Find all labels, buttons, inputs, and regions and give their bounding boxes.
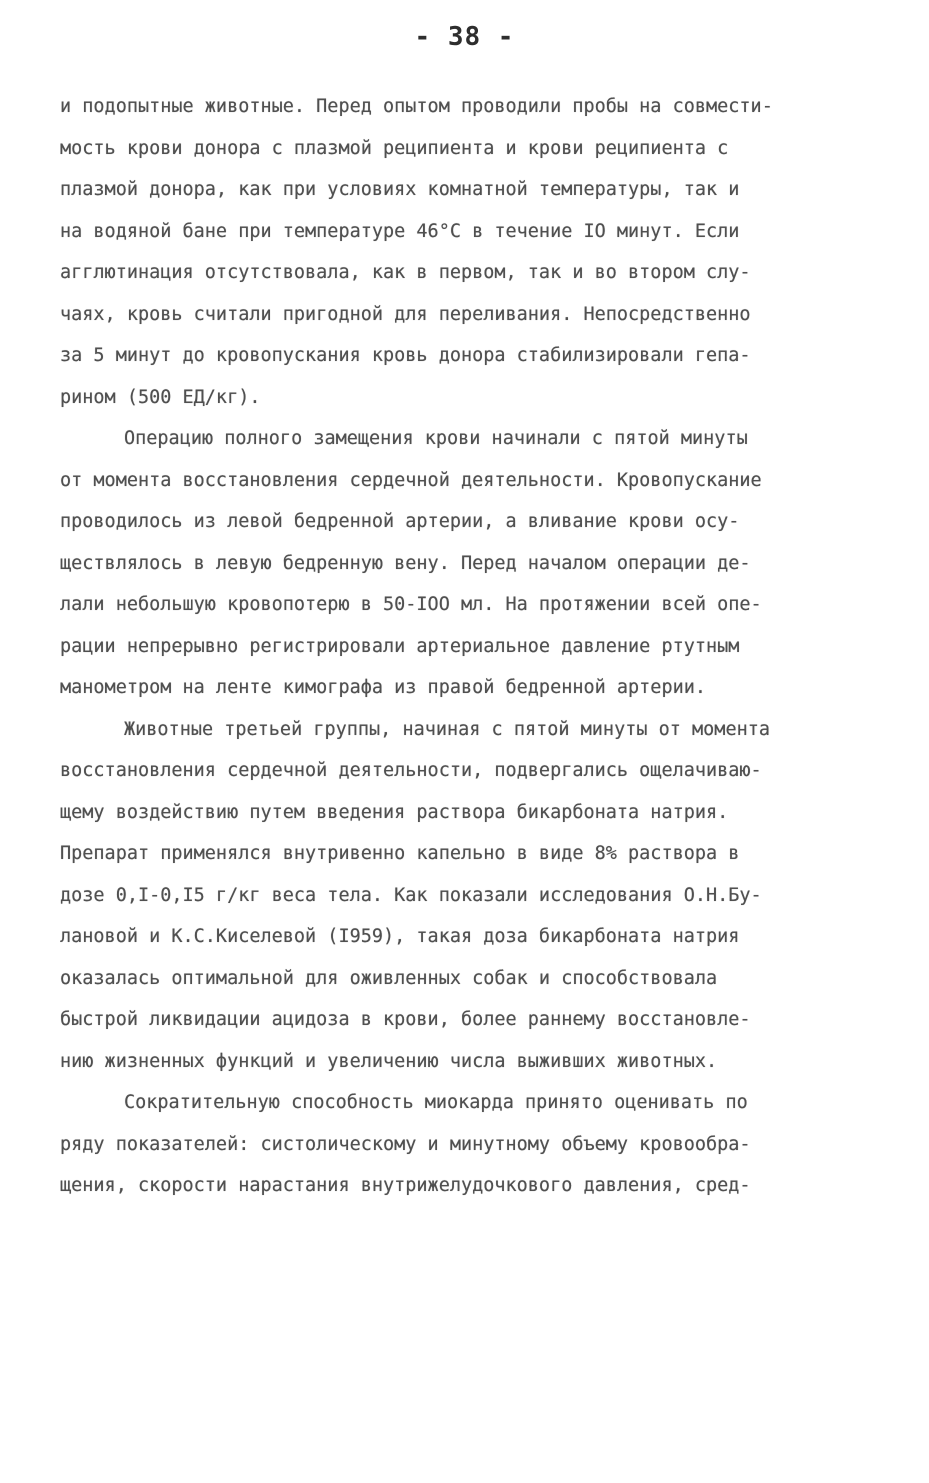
text-line: агглютинация отсутствовала, как в первом, так и во втором слу- [60,262,751,283]
text-line: чаях, кровь считали пригодной для переливания. Непосредственно [60,303,751,325]
paragraph-2 [60,418,872,709]
text-line: Препарат применялся внутривенно капельно в виде 8% раствора в [60,843,740,864]
text-line: мость крови донора с плазмой реципиента и крови реципиента с [60,137,729,159]
body-text [60,86,872,1207]
text-line: от момента восстановления сердечной деятельности. Кровопускание [60,469,762,491]
paragraph-3 [60,709,872,1083]
text-line: щения, скорости нарастания внутрижелудочкового давления, сред- [60,1175,751,1196]
text-line: и подопытные животные. Перед опытом проводили пробы на совмести- [60,96,773,117]
text-line: лановой и К.С.Киселевой (I959), такая доза бикарбоната натрия [60,926,740,947]
text-line: рации непрерывно регистрировали артериальное давление ртутным [60,635,740,657]
text-line: манометром на ленте кимографа из правой бедренной артерии. [60,677,707,698]
text-line: щему воздействию путем введения раствора бикарбоната натрия. [60,801,729,823]
text-line: оказалась оптимальной для оживленных собак и способствовала [60,967,718,989]
text-line: восстановления сердечной деятельности, подвергались ощелачиваю- [60,760,762,781]
paragraph-1 [60,86,872,418]
text-line: лали небольшую кровопотерю в 50-IOO мл. На протяжении всей опе- [60,594,762,615]
text-line: ществлялось в левую бедренную вену. Перед началом операции де- [60,552,751,574]
text-line: Сократительную способность миокарда принято оценивать по [124,1092,748,1113]
text-line: нию жизненных функций и увеличению числа выживших животных. [60,1050,718,1072]
text-line: Операцию полного замещения крови начинали с пятой минуты [124,428,748,449]
text-line: дозе 0,I-0,I5 г/кг веса тела. Как показали исследования О.Н.Бу- [60,884,762,906]
paragraph-4 [60,1082,872,1207]
text-line: ряду показателей: систолическому и минутному объему кровообра- [60,1133,751,1155]
text-line: плазмой донора, как при условиях комнатной температуры, так и [60,179,740,200]
text-line: проводилось из левой бедренной артерии, а вливание крови осу- [60,511,740,532]
text-line: рином (500 ЕД/кг). [60,386,261,408]
text-line: на водяной бане при температуре 46°С в течение IO минут. Если [60,220,740,242]
page-number: - 38 - [414,22,515,52]
text-line: Животные третьей группы, начиная с пятой минуты от момента [124,718,771,740]
text-line: быстрой ликвидации ацидоза в крови, более раннему восстановле- [60,1009,751,1030]
text-line: за 5 минут до кровопускания кровь донора стабилизировали гепа- [60,345,751,366]
